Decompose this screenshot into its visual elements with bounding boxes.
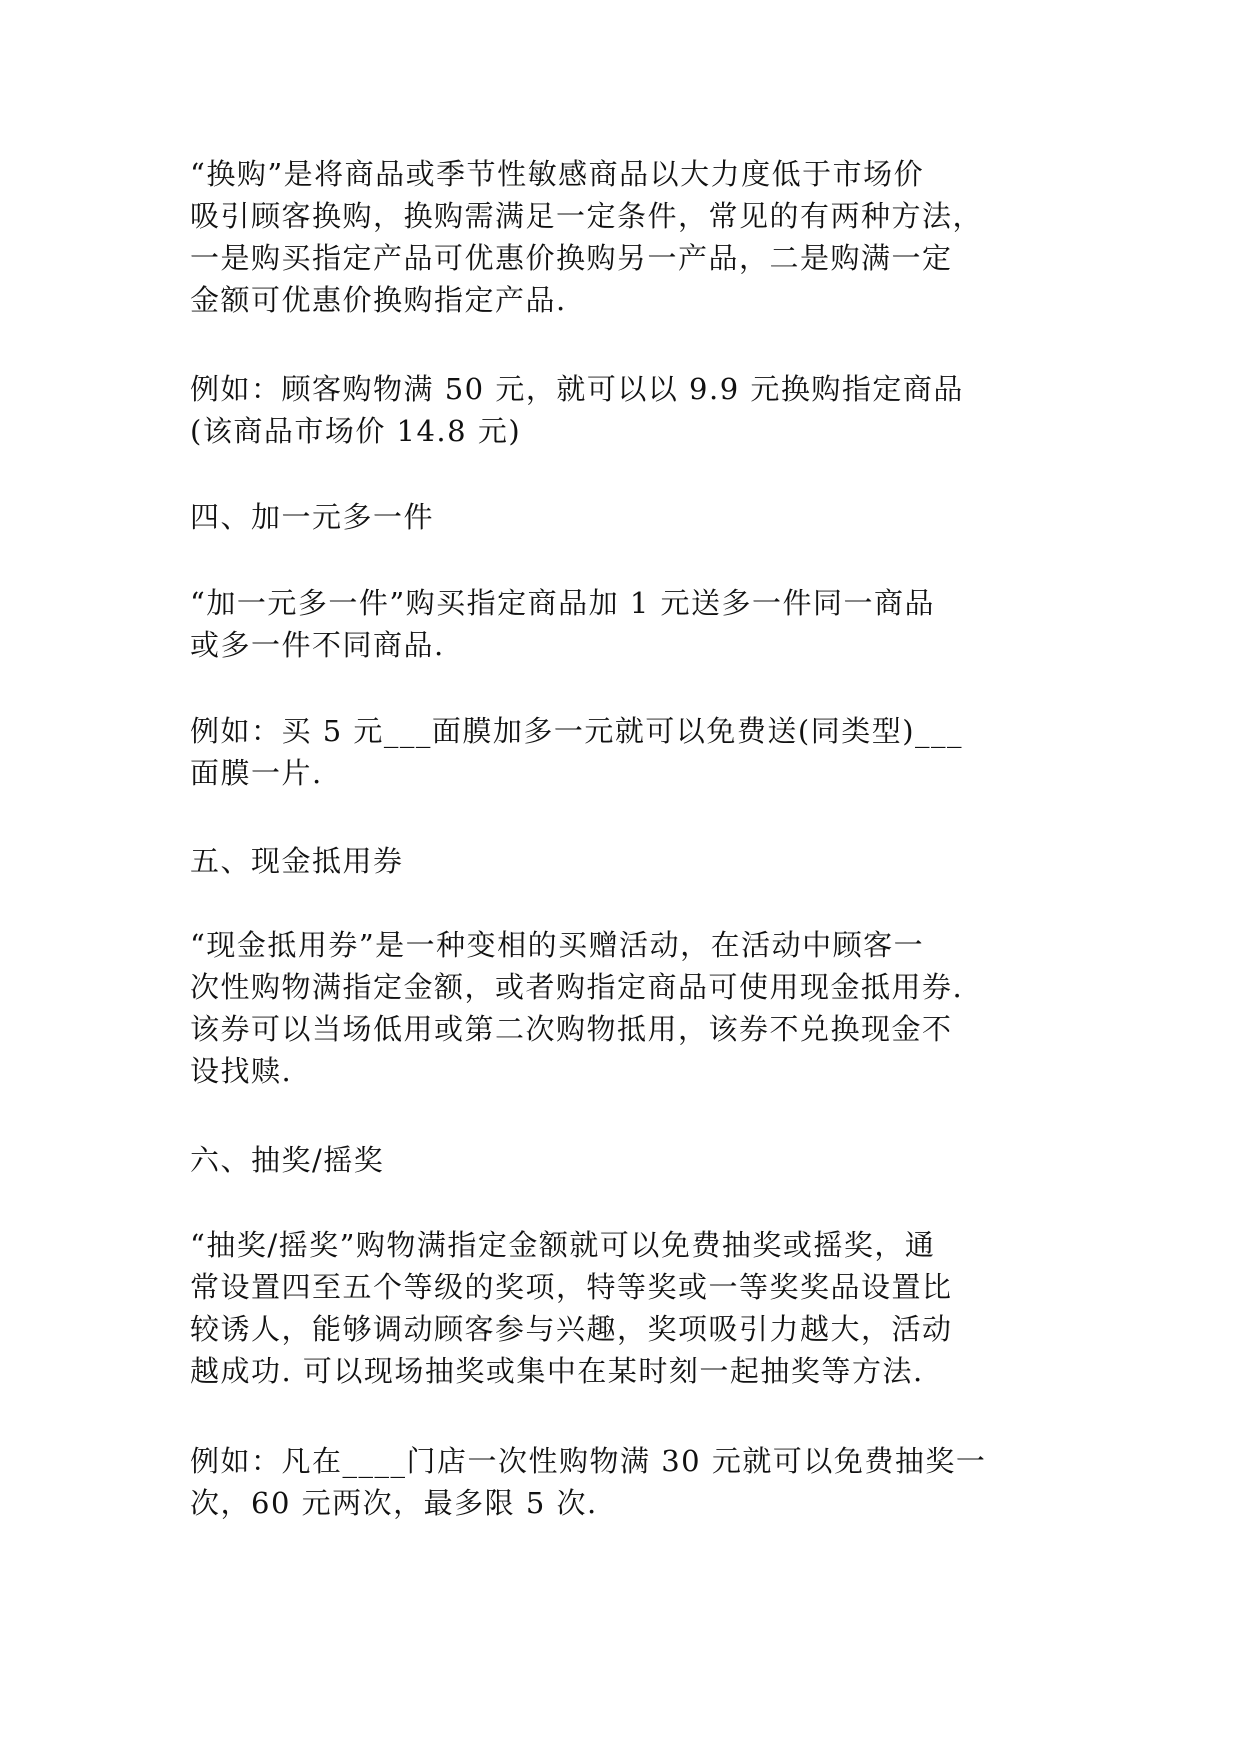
- text-line: 常设置四至五个等级的奖项，特等奖或一等奖奖品设置比: [190, 1270, 953, 1304]
- heading-text: 五、现金抵用券: [190, 844, 404, 878]
- text-line: 该券可以当场低用或第二次购物抵用，该券不兑换现金不: [190, 1012, 953, 1046]
- text-line: 例如：买 5 元___面膜加多一元就可以免费送(同类型)___: [190, 714, 964, 748]
- section-heading-4: [190, 496, 1060, 538]
- section-heading-5: [190, 840, 1060, 882]
- heading-text: 四、加一元多一件: [190, 500, 435, 534]
- paragraph-lottery: [190, 1224, 1060, 1392]
- text-line: “抽奖/摇奖”购物满指定金额就可以免费抽奖或摇奖，通: [190, 1228, 936, 1262]
- text-line: 一是购买指定产品可优惠价换购另一产品，二是购满一定: [190, 241, 953, 275]
- text-line: 例如：凡在____门店一次性购物满 30 元就可以免费抽奖一: [190, 1444, 987, 1478]
- text-line: 越成功. 可以现场抽奖或集中在某时刻一起抽奖等方法.: [190, 1354, 924, 1388]
- text-line: “现金抵用券”是一种变相的买赠活动，在活动中顾客一: [190, 928, 925, 962]
- text-line: 设找赎.: [190, 1054, 293, 1088]
- text-line: 较诱人，能够调动顾客参与兴趣，奖项吸引力越大，活动: [190, 1312, 953, 1346]
- text-line: 吸引顾客换购，换购需满足一定条件，常见的有两种方法，: [190, 199, 984, 233]
- text-line: 次性购物满指定金额，或者购指定商品可使用现金抵用券.: [190, 970, 964, 1004]
- paragraph-voucher: [190, 924, 1060, 1092]
- section-heading-6: [190, 1139, 1060, 1181]
- text-line: 金额可优惠价换购指定产品.: [190, 283, 567, 317]
- example-exchange: [190, 368, 1060, 452]
- text-line: “换购”是将商品或季节性敏感商品以大力度低于市场价: [190, 157, 925, 191]
- heading-text: 六、抽奖/摇奖: [190, 1143, 385, 1177]
- example-lottery: [190, 1440, 1060, 1524]
- text-line: 例如：顾客购物满 50 元，就可以以 9.9 元换购指定商品: [190, 372, 964, 406]
- text-line: (该商品市场价 14.8 元): [190, 414, 522, 448]
- paragraph-exchange: [190, 153, 1060, 321]
- paragraph-plus-one: [190, 582, 1060, 666]
- text-line: “加一元多一件”购买指定商品加 1 元送多一件同一商品: [190, 586, 936, 620]
- text-line: 次，60 元两次，最多限 5 次.: [190, 1486, 598, 1520]
- text-line: 或多一件不同商品.: [190, 628, 445, 662]
- example-plus-one: [190, 710, 1060, 794]
- text-line: 面膜一片.: [190, 756, 323, 790]
